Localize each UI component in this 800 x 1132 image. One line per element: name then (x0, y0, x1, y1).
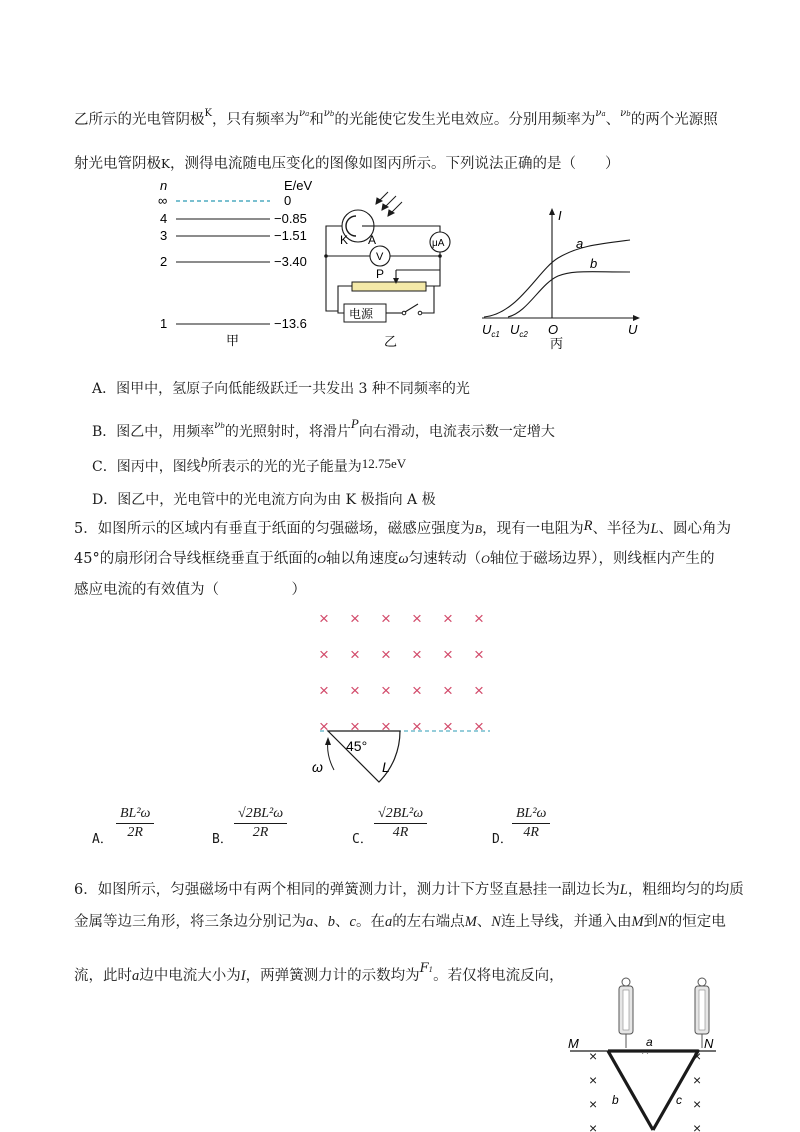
caption-jia: 甲 (226, 333, 240, 348)
field-cross: × (474, 645, 484, 664)
q5-line-1: 5．如图所示的区域内有垂直于纸面的匀强磁场，磁感应强度为B，现有一电阻为R、半径为L、圆心角为 (74, 518, 732, 537)
field-cross: × (350, 645, 360, 664)
label-N: N (704, 1036, 714, 1051)
label-c-edge: c (676, 1093, 682, 1107)
q6-line-2: 金属等边三角形，将三条边分别记为a、b、c。在a的左右端点M、N连上导线，并通入由M到N的恒定电 (74, 914, 726, 930)
q4-line-1: 乙所示的光电管阴极$^K$，只有频率为$^{\nu a}$和$^{\nu b}$的光能使它发生光电效应。分别用频率为$^{\nu a}$、$^{\nu b}$的两个光源照 (74, 108, 718, 128)
level-n-3: 3 (160, 228, 168, 243)
label-Uc2: $U_{c2}$ (510, 322, 528, 339)
rheostat (352, 282, 426, 291)
caption-yi: 乙 (384, 334, 398, 349)
label-K: K (340, 233, 349, 247)
light-rays-icon (376, 192, 402, 216)
field-cross: × (412, 681, 422, 700)
field-cross: × (443, 681, 453, 700)
field-cross: × (474, 681, 484, 700)
level-n-2: 2 (160, 254, 168, 269)
level-e-3: −1.51 (274, 228, 307, 243)
q4-line-2: 射光电管阴极K，测得电流随电压变化的图像如图丙所示。下列说法正确的是（ ） (74, 156, 620, 172)
q5-line-3: 感应电流的有效值为（ ） (74, 582, 306, 598)
field-cross: × (319, 717, 329, 736)
energy-axis-label: E/eV (284, 178, 313, 193)
label-a-edge: a (646, 1035, 653, 1049)
label-V: V (376, 251, 384, 263)
label-power: 电源 (349, 307, 374, 321)
label-A: A (368, 233, 377, 247)
label-b: b (590, 256, 598, 271)
iu-graph (478, 200, 648, 350)
field-cross: × (443, 609, 453, 628)
field-cross: × (443, 717, 453, 736)
q6-line-1: 6．如图所示，匀强磁场中有两个相同的弹簧测力计，测力计下方竖直悬挂一副边长为L，粗细均匀的均质 (74, 882, 744, 898)
caption-bing: 丙 (550, 336, 564, 351)
label-b-edge: b (612, 1093, 619, 1107)
level-e-1: −13.6 (274, 316, 307, 331)
field-cross: × (412, 645, 422, 664)
field-cross: × (443, 645, 453, 664)
phototube-circuit (318, 186, 468, 351)
field-cross: × (381, 645, 391, 664)
field-cross: × (381, 609, 391, 628)
field-cross: × (319, 609, 329, 628)
field-cross: × (319, 645, 329, 664)
field-cross: × (350, 609, 360, 628)
curve-a (484, 240, 630, 317)
label-a: a (576, 236, 584, 251)
magnetic-field-crosses (319, 609, 484, 736)
field-cross: × (412, 717, 422, 736)
field-cross: × (693, 1096, 702, 1112)
field-cross: × (693, 1072, 702, 1088)
level-e-2: −3.40 (274, 254, 307, 269)
q4-option-b: B．图乙中，用频率$^{\nu b}$的光照射时，将滑片P向右滑动，电流表示数一定增大 (92, 416, 555, 440)
field-cross: × (381, 681, 391, 700)
q4-option-d: D．图乙中，光电管中的光电流方向为由 K 极指向 A 极 (92, 492, 436, 508)
L-label: L (382, 759, 390, 775)
q6-line-3: 流，此时a边中电流大小为I，两弹簧测力计的示数均为F1。若仅将电流反向， (74, 961, 564, 984)
angle-label: 45° (346, 738, 368, 754)
field-cross: × (693, 1120, 702, 1132)
switch-icon (405, 304, 418, 312)
level-e-inf: 0 (284, 193, 292, 208)
label-Uc1: $U_{c1}$ (482, 322, 500, 339)
field-cross: × (589, 1096, 598, 1112)
field-cross: × (589, 1048, 598, 1064)
spring-balance-left-icon (619, 978, 633, 1048)
label-U: U (628, 322, 638, 337)
curve-b (508, 272, 630, 317)
label-uA: μA (432, 238, 445, 249)
spring-balance-triangle-diagram (566, 976, 732, 1132)
field-cross: × (412, 609, 422, 628)
field-cross: × (319, 681, 329, 700)
field-cross: × (350, 717, 360, 736)
level-n-4: 4 (160, 211, 168, 226)
field-cross: × (474, 717, 484, 736)
field-cross: × (381, 717, 391, 736)
label-P: P (376, 267, 385, 281)
energy-level-diagram (150, 178, 320, 348)
level-n-inf: ∞ (158, 193, 168, 208)
sector-field-diagram (300, 600, 500, 785)
label-O: O (548, 322, 559, 337)
field-cross: × (350, 681, 360, 700)
field-cross: × (693, 1048, 702, 1064)
field-cross: × (589, 1120, 598, 1132)
q4-option-c: C．图丙中，图线b所表示的光的光子能量为12.75eV (92, 456, 407, 475)
level-n-1: 1 (160, 316, 168, 331)
n-axis-label: n (160, 178, 168, 193)
field-cross: × (589, 1072, 598, 1088)
level-e-4: −0.85 (274, 211, 307, 226)
label-M: M (568, 1036, 579, 1051)
label-I: I (558, 208, 562, 223)
field-cross: × (474, 609, 484, 628)
q4-option-a: A．图甲中，氢原子向低能级跃迁一共发出 3 种不同频率的光 (92, 381, 470, 397)
omega-label: ω (312, 759, 323, 775)
q5-line-2: 45°的扇形闭合导线框绕垂直于纸面的O轴以角速度ω匀速转动（O轴位于磁场边界），则线框内产生的 (74, 551, 715, 567)
